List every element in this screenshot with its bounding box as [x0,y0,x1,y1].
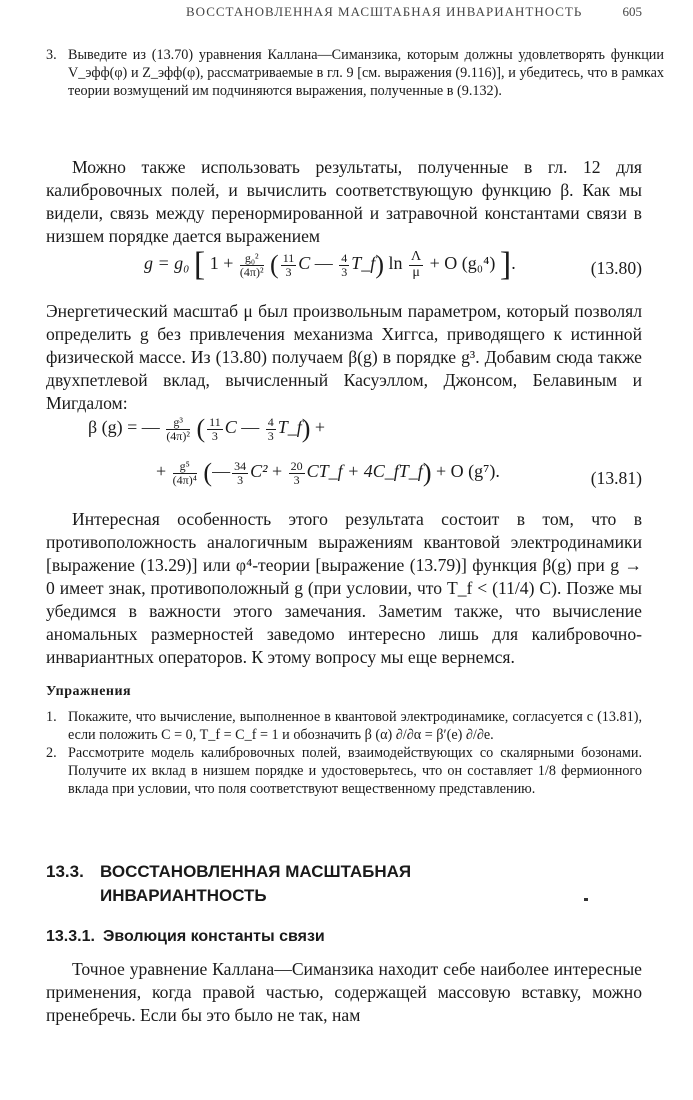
eq80-coupling-fraction [240,252,264,278]
eq80-rbracket: ] [499,246,512,283]
eq81-lhs: β (g) = — [88,417,160,438]
paragraph-1: Можно также использовать результаты, полученные в гл. 12 для калибровочных полей, и вычислить соответствующую функцию β. Как мы видели, связь между перенормированной и затравочной константами связи в низшем порядке дается выражением [46,157,642,246]
eq81-d3c: 3 [237,472,244,487]
eq81-CTf: CT_f + 4C_fT_f [306,461,423,482]
subsection-heading [46,928,325,946]
eq81-g5: g⁵ [173,460,197,474]
eq80-n11: 11 [282,250,295,265]
eq80-lambda-over-mu [409,250,423,280]
exercise-1-number: 1. [46,709,57,725]
eq81-rparen1: ) [301,414,311,443]
eq80-Lambda: Λ [411,248,422,264]
eq81-minus1: — [241,417,260,438]
subsection-number: 13.3.1. [46,928,95,945]
eq81-n4: 4 [267,414,274,429]
eq80-tail: + O (g₀⁴) [429,253,496,274]
eq80-ln: ln [388,253,403,274]
eq81-g3: g³ [166,416,190,430]
eq81-d3d: 3 [293,472,300,487]
eq80-fourpisq: (4π)² [239,264,264,279]
eq81-fourpi4: (4π)⁴ [172,472,197,487]
section-number: 13.3. [46,862,84,881]
eq81-plus: + [156,461,167,482]
eq80-number: (13.80) [590,258,642,278]
eq81-rparen2: ) [422,458,432,487]
eq81-lparen1: ( [196,414,206,443]
eq81-n11: 11 [209,414,221,429]
eq81-n34: 34 [234,458,247,473]
section-title-line1: ВОССТАНОВЛЕННАЯ МАСШТАБНАЯ [100,862,412,881]
running-title: ВОССТАНОВЛЕННАЯ МАСШТАБНАЯ ИНВАРИАНТНОСТЬ [186,4,583,19]
exercise-2-number: 2. [46,745,57,761]
subsection-title: Эволюция константы связи [102,928,325,945]
eq80-eleven-thirds [281,252,297,278]
exercise-2-text: Рассмотрите модель калибровочных полей, взаимодействующих со скалярными бозонами. Получите их вклад в низшем порядке и удостоверьтесь, что он составляет 1/8 фермионного вклада при условии, что поля соответствуют вещественному представлению. [68,745,642,797]
eq81-Tf: T_f [277,417,302,438]
eq81-eleven-thirds [207,416,223,442]
eq80-C: C [298,253,311,274]
running-head [46,4,642,24]
exercises-list [46,708,642,798]
eq81-g3-fraction [166,416,190,442]
exercise-item-1 [46,708,642,744]
section-title-line2: ИНВАРИАНТНОСТЬ [100,886,267,905]
eq81-four-thirds [266,416,276,442]
eq80-lbracket: [ [193,246,206,283]
eq80-mu: μ [412,264,420,280]
exercise-item-2 [46,744,642,798]
exercises-heading: Упражнения [46,684,132,699]
eq81-Csq: C² [250,461,268,482]
equation-13-81: β (g) = — $\frac{\text{g³}}{\text{(4π)²}}$ ( $\frac{11}{3}$ C — $\frac{4}{3}$ T_f) + + $\frac{\text{g⁵}}{\text{(4π)⁴}}$ (— $\frac{34}{3}$ C² + $\frac{20}{3}$ CT_f + 4C_fT_f) + O (g⁷). (13.81) [88,414,642,488]
eq81-minus2: — [212,461,231,482]
eq81-C: C [224,417,237,438]
equation-13-80: g = g₀ [ 1 + $\frac{\text{g₀²}}{\text{(4π)²}}$ ( $\frac{11}{3}$ C — $\frac{4}{3}$ T_f) ln $\frac{\Lambda}{\mu}$ + O (g₀⁴) ]. (13.80) [144,246,642,283]
eq80-lparen: ( [270,250,279,279]
eq81-tail: + O (g⁷). [435,461,500,482]
eq81-d3a: 3 [211,428,218,443]
eq80-minus: — [314,253,333,274]
eq80-lhs: g = g₀ [144,253,190,274]
eq81-plus-end: + [314,417,326,438]
eq80-four-thirds [339,252,349,278]
eq80-d3b: 3 [341,264,348,279]
eq81-34-thirds [232,460,248,486]
eq80-Tf: T_f [351,253,376,274]
eq81-d3b: 3 [267,428,274,443]
exercise-3-text: Выведите из (13.70) уравнения Каллана—Симанзика, которым должны удовлетворять функции V_эфф(φ) и Z_эфф(φ), рассматриваемые в гл. 9 [см. выражения (9.116)], и убедитесь, что в рамках теории возмущений им подчиняются выражения, полученные в (9.132). [68,47,664,99]
section-heading [46,860,642,908]
page-number: 605 [622,4,642,19]
eq80-d3a: 3 [285,264,292,279]
eq81-g5-fraction [173,460,197,486]
eq81-n20: 20 [290,458,303,473]
eq80-one: 1 + [209,253,234,274]
exercise-1-text: Покажите, что вычисление, выполненное в квантовой электродинамике, согласуется с (13.81), если положить C = 0, T_f = C_f = 1 и обозначить β (α) ∂/∂α = β′(e) ∂/∂e. [68,709,642,743]
eq81-fourpisq: (4π)² [166,428,190,443]
paragraph-2: Энергетический масштаб μ был произвольным параметром, который позволял определить g без привлечения механизма Хиггса, приводящего к истинной физической массе. Из (13.80) получаем β(g) в порядке g³. Добавим сюда также двухпетлевой вклад, вычисленный Касуэллом, Джонсом, Белавиным и Мигдалом: [46,301,642,413]
exercise-3-number: 3. [46,47,57,63]
paragraph-3: Интересная особенность этого результата состоит в том, что в противоположность аналогичным выражениям квантовой электродинамики [выражение (13.29)] или φ⁴-теории [выражение (13.79)] функция β(g) при g → 0 имеет знак, противоположный g (при условии, что T_f < (11/4) C). Позже мы убедимся в важности этого замечания. Заметим также, что вычисление аномальных размерностей заведомо интересно лишь для калибровочно-инвариантных операторов. К этому вопросу мы еще вернемся. [46,509,642,667]
eq81-lparen2: ( [203,458,213,487]
print-speck [584,898,588,901]
eq81-20-thirds [289,460,305,486]
exercise-3 [46,46,664,100]
eq80-n4: 4 [341,250,348,265]
eq80-rparen: ) [375,250,384,279]
paragraph-4: Точное уравнение Каллана—Симанзика находит себе наиболее интересные применения, когда правой частью, содержащей массовую вставку, можно пренебречь. Если бы это было не так, нам [46,959,642,1025]
eq81-number: (13.81) [590,468,642,488]
eq80-g0sq: g₀² [240,252,264,266]
